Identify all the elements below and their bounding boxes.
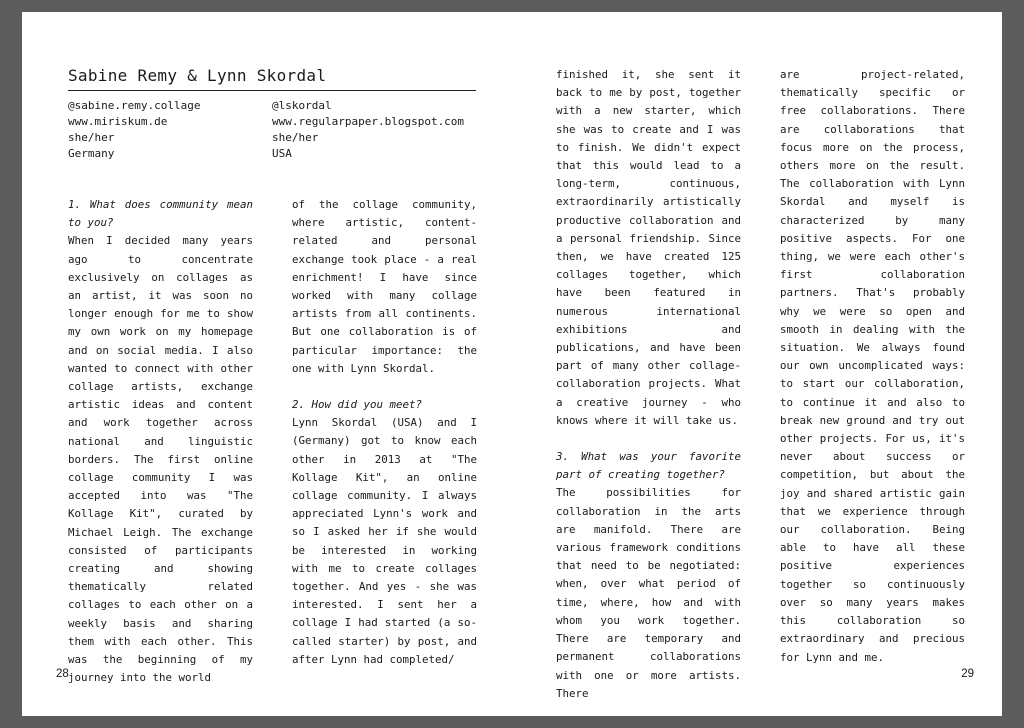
artist2-country: USA <box>272 147 292 160</box>
question-3: 3. What was your favorite part of creating together? <box>556 450 741 482</box>
artist1-country: Germany <box>68 147 115 160</box>
artist-header <box>68 66 476 162</box>
artist2-website: www.regularpaper.blogspot.com <box>272 115 465 128</box>
artist1-pronouns: she/her <box>68 131 115 144</box>
artist-info <box>68 98 476 162</box>
answer-2-part-1: Lynn Skordal (USA) and I (Germany) got to know each other in 2013 at "The Kollage Kit", an online collage community. I always appreciated Lynn's work and so I asked her if she would be interested in working with me to create collages together. And yes - she was interested. I sent her a collage I had started (a so-called starter) by post, and after Lynn had completed/ <box>292 416 477 666</box>
page-number-left: 28 <box>56 668 69 680</box>
answer-3-part-1: The possibilities for collaboration in the arts are manifold. There are various framework conditions that need to be negotiated: when, over what period of time, where, how and with whom you work together. There are temporary and permanent collaborations with one or more artists. There <box>556 486 741 700</box>
artist1-handle: @sabine.remy.collage <box>68 99 201 112</box>
answer-3-part-2: are project-related, thematically specific or free collaborations. There are collaborations that focus more on the process, others more on the result. The collaboration with Lynn Skordal and myself is characterized by many positive aspects. For one thing, we were each other's first collaboration partners. That's probably why we were so open and smooth in dealing with the situation. We always found our own uncomplicated ways: to start our collaboration, to continue it and also to break new ground and try out other projects. For us, it's never about success or competition, but about the joy and shared artistic gain that we experience through our collaboration. Being able to have all these positive experiences together so continuously over so many years makes this collaboration so extraordinary and precious for Lynn and me. <box>780 68 965 664</box>
question-2: 2. How did you meet? <box>292 398 423 412</box>
artist2-pronouns: she/her <box>272 131 319 144</box>
question-1: 1. What does community mean to you? <box>68 198 253 230</box>
artist2-info <box>272 98 476 162</box>
answer-1-part-2: of the collage community, where artistic, content-related and personal exchange took place - a real enrichment! I have since worked with many collage artists from all continents. But one collaboration is of particular importance: the one with Lynn Skordal. <box>292 198 477 375</box>
text-column-3 <box>556 66 741 703</box>
text-column-2 <box>292 196 477 669</box>
right-page <box>512 12 1002 716</box>
artist1-website: www.miriskum.de <box>68 115 168 128</box>
answer-2-part-2: finished it, she sent it back to me by post, together with a new starter, which she was to create and I was to finish. We didn't expect that this would lead to a long-term, continuous, extraordinarily artistically productive collaboration and a personal friendship. Since then, we have created 125 collages together, which have been featured in numerous international exhibitions and publications, and have been part of many other collage-collaboration projects. What a creative journey - who knows where it will take us. <box>556 68 741 427</box>
artist1-info <box>68 98 272 162</box>
text-column-4 <box>780 66 965 667</box>
answer-1-part-1: When I decided many years ago to concentrate exclusively on collages as an artist, it was soon no longer enough for me to show my own work on my homepage and on social media. I also wanted to connect with other collage artists, exchange artistic ideas and content and work together across national and linguistic borders. The first online collage community I was accepted into was "The Kollage Kit", curated by Michael Leigh. The exchange consisted of participants creating and showing thematically related collages to each other on a weekly basis and sharing them with each other. This was the beginning of my journey into the world <box>68 234 253 685</box>
page-number-right: 29 <box>961 668 974 680</box>
text-column-1 <box>68 196 253 687</box>
left-page <box>22 12 512 716</box>
artist2-handle: @lskordal <box>272 99 332 112</box>
magazine-spread <box>22 12 1002 716</box>
page-title: Sabine Remy & Lynn Skordal <box>68 66 476 91</box>
